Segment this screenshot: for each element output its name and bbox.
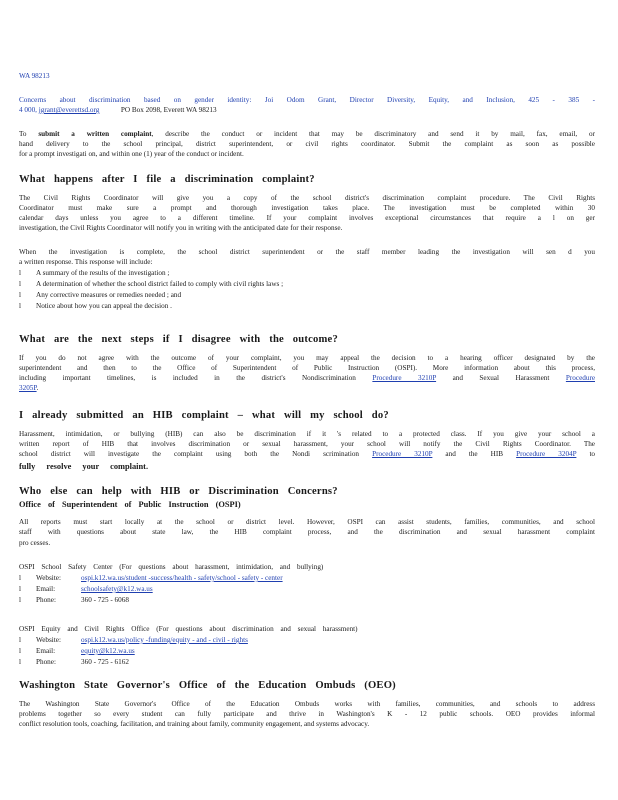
list-item: l A summary of the results of the investigation ; — [19, 269, 170, 277]
who-else-line-3: pro cesses. — [19, 539, 51, 547]
oeo-line-3: conflict resolution tools, coaching, facilitation, and training about family, community engagement, and systems advocacy. — [19, 720, 370, 728]
bullet-icon: l — [19, 636, 21, 644]
bullet-icon: l — [19, 596, 21, 604]
contact-line-2: 4 000, jgrant@everettsd.org PO Box 2098, Everett WA 98213 — [19, 106, 217, 114]
equity-office-website-link[interactable]: ospi.k12.wa.us/policy -funding/equity - and - civil - rights — [81, 636, 248, 644]
bullet-icon: l — [19, 574, 21, 582]
hib-line-4: fully resolve your complaint. — [19, 462, 149, 471]
submit-line-1: To submit a written complaint, describe the conduct or incident that may be discriminatory and send it by mail, fax, email, or — [19, 130, 595, 138]
what-happens-p1-line-2: Coordinator must make sure a prompt and thorough investigation takes place. The investigation must be completed within 30 — [19, 204, 595, 212]
oeo-line-1: The Washington State Governor's Office of the Education Ombuds works with families, communities, and schools to address — [19, 700, 595, 708]
next-steps-line-4: 3205P. — [19, 384, 39, 392]
next-steps-line-3: including important timelines, is included in the district's Nondiscrimination Procedure 3210P and Sexual Harassment Procedure — [19, 374, 595, 382]
heading-what-happens: What happens after I file a discrimination complaint? — [19, 174, 315, 185]
procedure-3205p-link-part-2[interactable]: 3205P — [19, 384, 37, 392]
list-item: l Notice about how you can appeal the decision . — [19, 302, 172, 310]
equity-office-website: l Website: ospi.k12.wa.us/policy -funding/equity - and - civil - rights — [19, 636, 248, 644]
hib-procedure-3210p-link[interactable]: Procedure 3210P — [372, 450, 433, 458]
heading-who-else: Who else can help with HIB or Discrimination Concerns? — [19, 486, 338, 497]
safety-center-email-link[interactable]: schoolsafety@k12.wa.us — [81, 585, 153, 593]
hib-line-1: Harassment, intimidation, or bullying (HIB) can also be discrimination if it 's related to a protected class. If you give your school a — [19, 430, 595, 438]
procedure-3205p-link-part-1[interactable]: Procedure — [565, 374, 595, 382]
bullet-icon: l — [19, 658, 21, 666]
equity-office-phone: l Phone: 360 - 725 - 6162 — [19, 658, 129, 666]
bullet-icon: l — [19, 291, 21, 299]
hib-procedure-3204p-link[interactable]: Procedure 3204P — [516, 450, 577, 458]
what-happens-p1-line-1: The Civil Rights Coordinator will give you a copy of the school district's discrimination complaint procedure. The Civil Rights — [19, 194, 595, 202]
list-item: l Any corrective measures or remedies needed ; and — [19, 291, 182, 299]
hib-line-2: written report of HIB that involves discrimination or sexual harassment, your school will notify the Civil Rights Coordinator. The — [19, 440, 595, 448]
contact-email-link[interactable]: jgrant@everettsd.org — [38, 106, 100, 114]
safety-center-phone: l Phone: 360 - 725 - 6068 — [19, 596, 129, 604]
hib-line-3: school district will investigate the complaint using both the Nondi scrimination Procedure 3210P and the HIB Procedure 3204P to — [19, 450, 595, 458]
equity-office-title: OSPI Equity and Civil Rights Office (For questions about discrimination and sexual harassment) — [19, 625, 358, 633]
next-steps-line-2: superintendent and then to the Office of Superintendent of Public Instruction (OSPI). More information about this process, — [19, 364, 595, 372]
equity-office-email-link[interactable]: equity@k12.wa.us — [81, 647, 135, 655]
heading-hib-complaint: I already submitted an HIB complaint – what will my school do? — [19, 410, 389, 421]
next-steps-line-1: If you do not agree with the outcome of your complaint, you may appeal the decision to a hearing officer designated by the — [19, 354, 595, 362]
bullet-icon: l — [19, 302, 21, 310]
procedure-3210p-link[interactable]: Procedure 3210P — [372, 374, 437, 382]
what-happens-p1-line-4: investigation, the Civil Rights Coordinator will notify you in writing with the anticipated date for their response. — [19, 224, 343, 232]
heading-oeo: Washington State Governor's Office of the Education Ombuds (OEO) — [19, 680, 396, 691]
who-else-line-2: staff with questions about state law, the HIB complaint process, and the discrimination and sexual harassment complaint — [19, 528, 595, 536]
contact-line-1: Concerns about discrimination based on gender identity: Joi Odom Grant, Director Diversity, Equity, and Inclusion, 425 - 385 - — [19, 96, 595, 104]
submit-line-3: for a prompt investigati on, and within one (1) year of the conduct or incident. — [19, 150, 244, 158]
submit-line-2: hand delivery to the school principal, district superintendent, or civil rights coordinator. Submit the complaint as soon as possible — [19, 140, 595, 148]
who-else-line-1: All reports must start locally at the school or district level. However, OSPI can assist students, families, communities, and school — [19, 518, 595, 526]
bullet-icon: l — [19, 647, 21, 655]
safety-center-email: l Email: schoolsafety@k12.wa.us — [19, 585, 153, 593]
what-happens-p2-line-2: a written response. This response will include: — [19, 258, 153, 266]
heading-next-steps: What are the next steps if I disagree with the outcome? — [19, 334, 338, 345]
equity-office-email: l Email: equity@k12.wa.us — [19, 647, 135, 655]
bullet-icon: l — [19, 585, 21, 593]
oeo-line-2: problems together so every student can fully participate and thrive in Washington's K - 12 public schools. OEO provides informal — [19, 710, 595, 718]
safety-center-title: OSPI School Safety Center (For questions about harassment, intimidation, and bullying) — [19, 563, 324, 571]
bullet-icon: l — [19, 269, 21, 277]
subheading-ospi: Office of Superintendent of Public Instruction (OSPI) — [19, 500, 241, 509]
safety-center-website-link[interactable]: ospi.k12.wa.us/student -success/health - safety/school - safety - center — [81, 574, 283, 582]
safety-center-website: l Website: ospi.k12.wa.us/student -success/health - safety/school - safety - center — [19, 574, 283, 582]
bullet-icon: l — [19, 280, 21, 288]
list-item: l A determination of whether the school district failed to comply with civil rights laws ; — [19, 280, 284, 288]
what-happens-p2-line-1: When the investigation is complete, the school district superintendent or the staff member leading the investigation will sen d you — [19, 248, 595, 256]
address-line: WA 98213 — [19, 72, 50, 80]
what-happens-p1-line-3: calendar days unless you agree to a different timeline. If your complaint involves exceptional circumstances that require a l on ger — [19, 214, 595, 222]
